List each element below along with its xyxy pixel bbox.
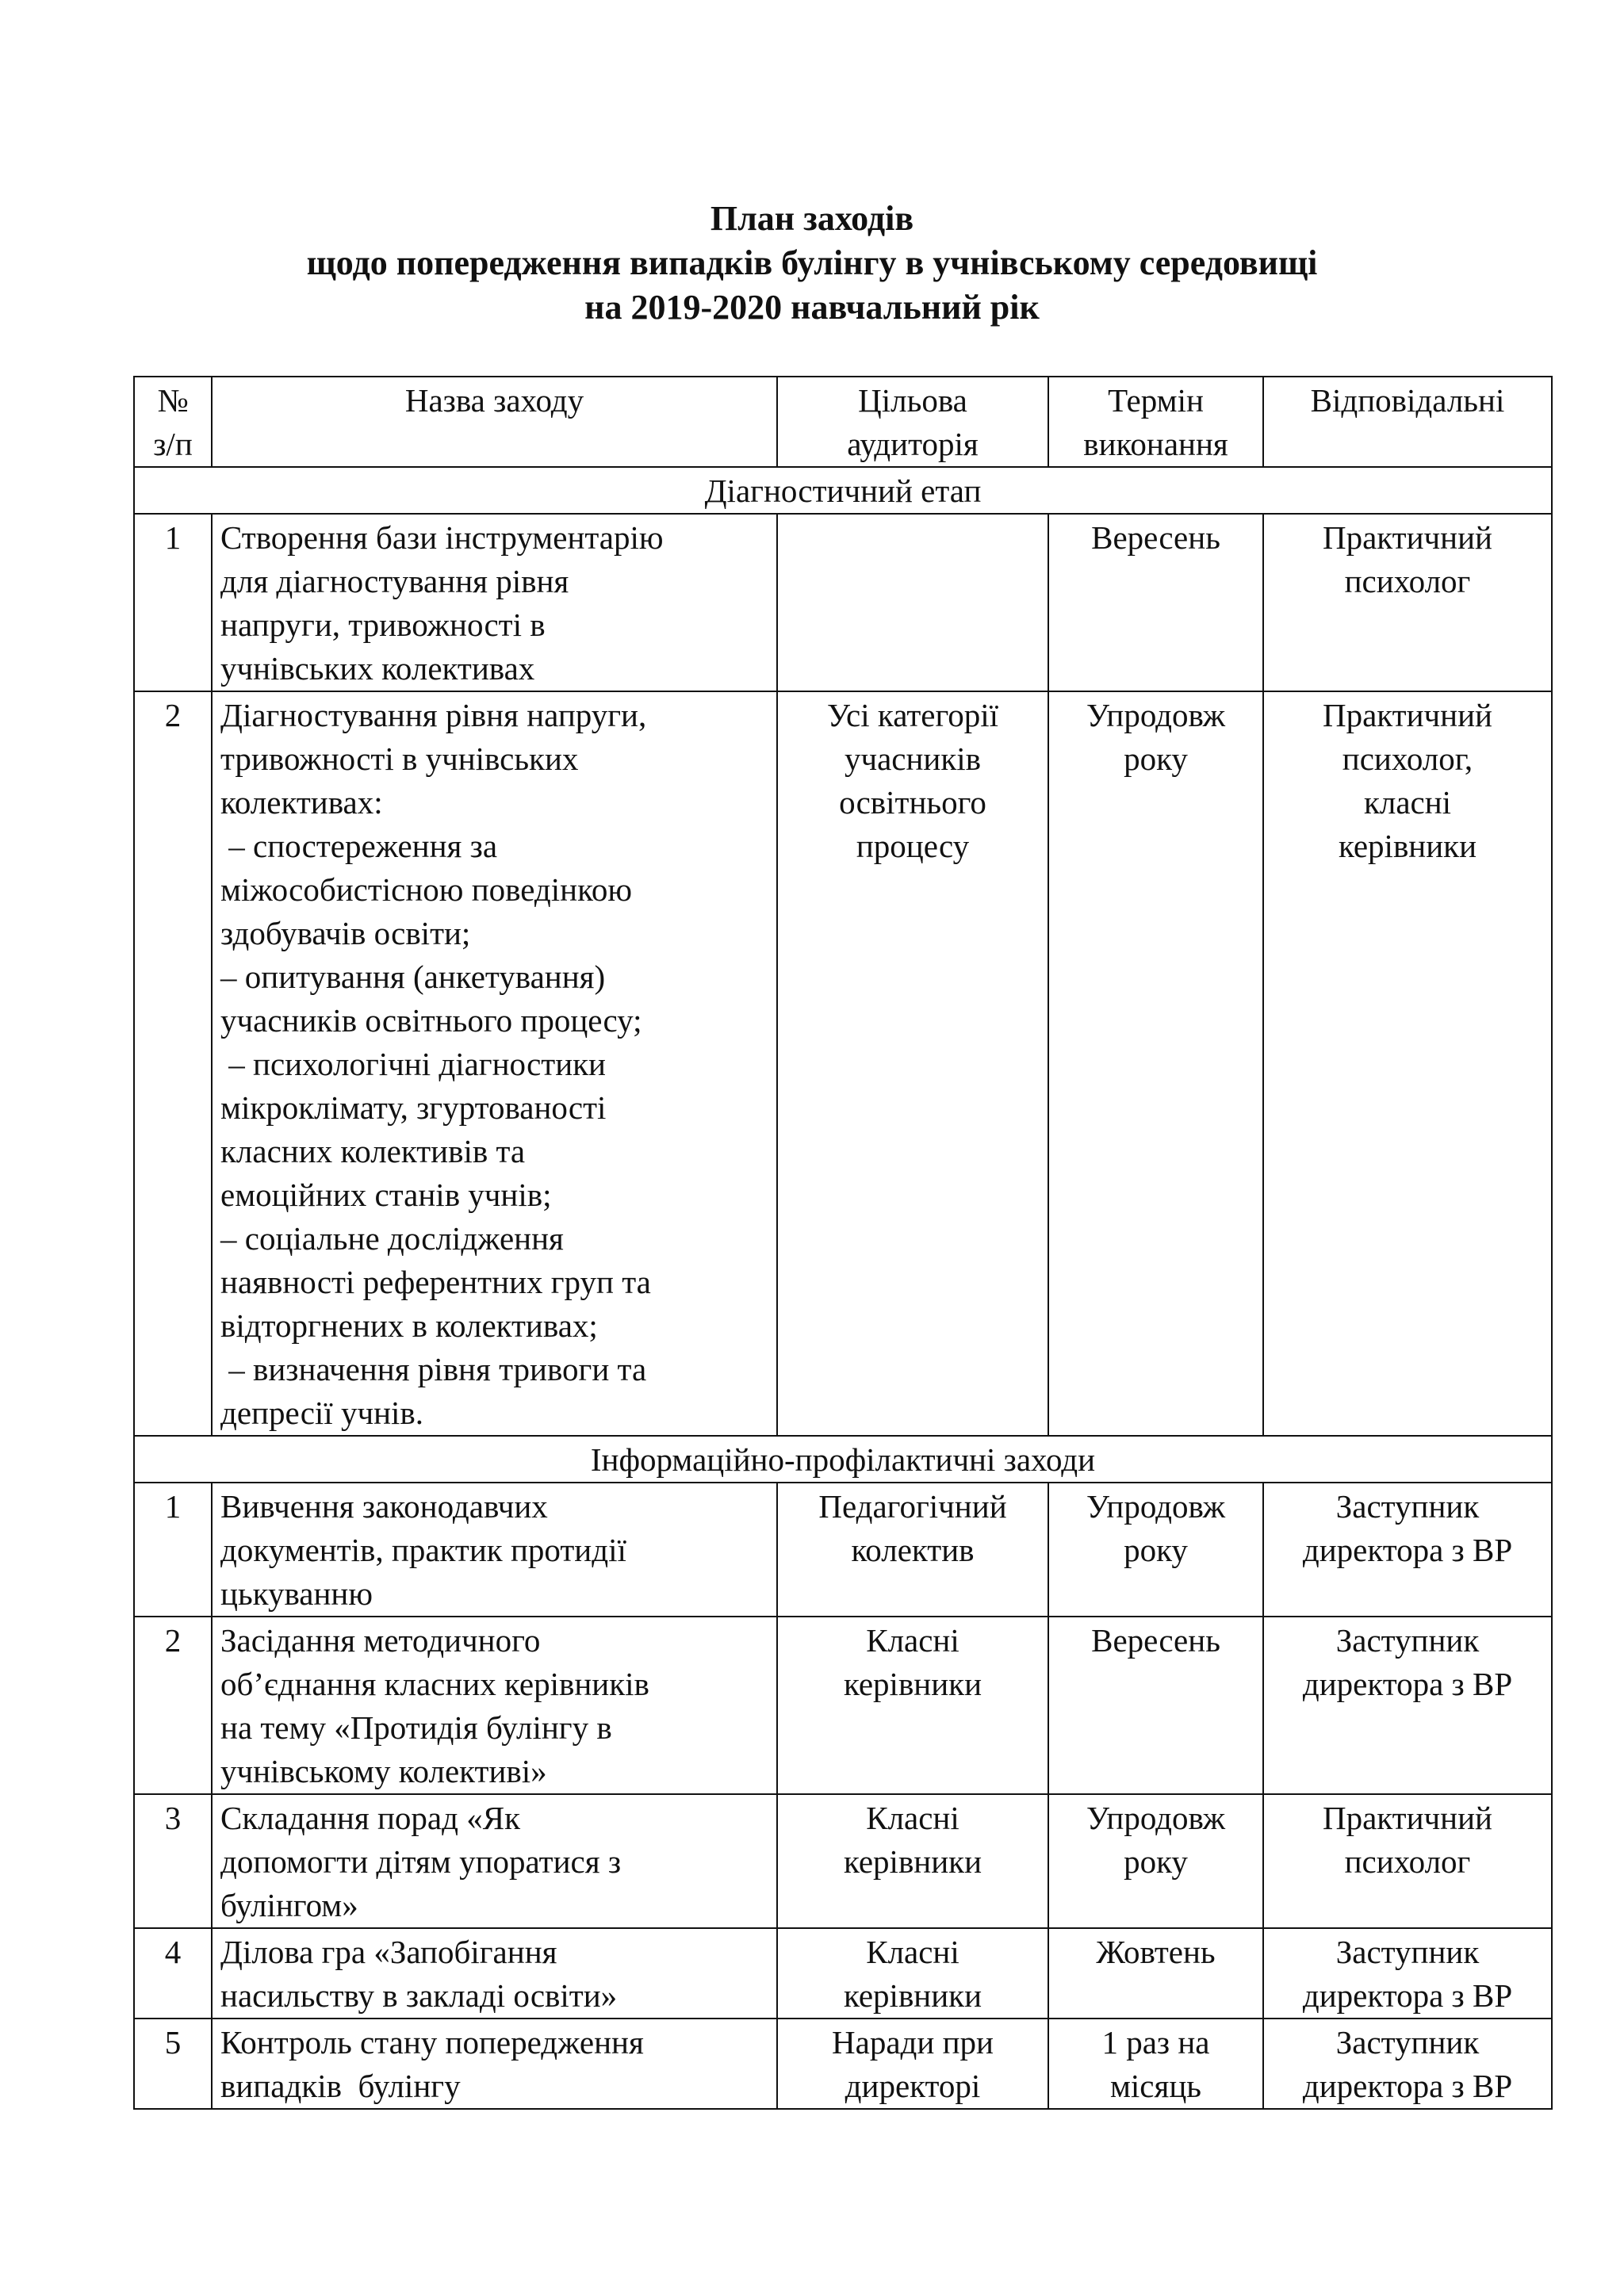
header-term (1048, 377, 1263, 467)
row-audience-line: учасників (844, 740, 982, 777)
row-number: 2 (134, 1617, 212, 1794)
row-audience-line: Педагогічний (818, 1488, 1007, 1525)
row-name-line: Складання порад «Як (220, 1800, 520, 1836)
row-number: 5 (134, 2019, 212, 2109)
row-name-line: наявності референтних груп та (220, 1264, 651, 1300)
row-name (212, 514, 777, 691)
row-term-line: Упродовж (1086, 1800, 1226, 1836)
header-term-line: Термін (1108, 382, 1204, 419)
row-name-line: міжособистісною поведінкою (220, 871, 633, 908)
plan-body (134, 467, 1552, 2109)
row-responsible-line: Заступник (1335, 1934, 1480, 1970)
row-name-line: учасників освітнього процесу; (220, 1002, 642, 1039)
row-name-line: на тему «Протидія булінгу в (220, 1709, 612, 1746)
row-term (1048, 1617, 1263, 1794)
row-name-line: Ділова гра «Запобігання (220, 1934, 557, 1970)
row-responsible-line: Заступник (1335, 1488, 1480, 1525)
row-term (1048, 1483, 1263, 1617)
row-name-line: документів, практик протидії (220, 1532, 626, 1568)
row-term-line: Упродовж (1086, 1488, 1226, 1525)
row-audience-line: Наради при (832, 2024, 994, 2061)
row-name (212, 1617, 777, 1794)
row-name-line: булінгом» (220, 1887, 358, 1923)
row-audience (777, 1928, 1048, 2019)
row-responsible (1263, 1617, 1552, 1794)
header-row (134, 377, 1552, 467)
row-audience-line: Класні (866, 1622, 959, 1659)
row-term (1048, 1928, 1263, 2019)
row-name-line: емоційних станів учнів; (220, 1177, 552, 1213)
row-number: 3 (134, 1794, 212, 1928)
row-responsible (1263, 1483, 1552, 1617)
row-audience-line: керівники (843, 1666, 982, 1702)
row-term-line: Вересень (1091, 1622, 1220, 1659)
row-audience-line: процесу (856, 828, 970, 864)
row-term-line: місяць (1109, 2068, 1202, 2104)
row-responsible-line: класні (1363, 784, 1452, 821)
row-name (212, 1928, 777, 2019)
row-name-line: – психологічні діагностики (220, 1046, 606, 1082)
row-name-line: об’єднання класних керівників (220, 1666, 649, 1702)
row-name-line: допомогти дітям упоратися з (220, 1843, 622, 1880)
row-name-line: учнівських колективах (220, 650, 535, 687)
plan-table (133, 376, 1553, 2110)
header-responsible: Відповідальні (1263, 377, 1552, 467)
row-name-line: Створення бази інструментарію (220, 519, 664, 556)
row-term-line: року (1124, 1532, 1188, 1568)
row-responsible-line: керівники (1338, 828, 1477, 864)
row-responsible-line: Практичний (1323, 519, 1492, 556)
row-responsible-line: директора з ВР (1302, 1532, 1513, 1568)
row-name-line: – соціальне дослідження (220, 1220, 564, 1257)
row-audience-line: керівники (843, 1977, 982, 2014)
row-term (1048, 1794, 1263, 1928)
row-name-line: Контроль стану попередження (220, 2024, 644, 2061)
row-responsible (1263, 514, 1552, 691)
row-responsible-line: Заступник (1335, 2024, 1480, 2061)
row-term-line: року (1124, 740, 1188, 777)
row-audience-line: Класні (866, 1800, 959, 1836)
section-title: Діагностичний етап (134, 467, 1552, 514)
row-audience-line: освітнього (839, 784, 986, 821)
row-responsible-line: психолог (1344, 563, 1471, 599)
row-responsible-line: психолог, (1342, 740, 1473, 777)
title-line-3: на 2019-2020 навчальний рік (584, 288, 1040, 327)
header-audience-line: аудиторія (847, 426, 979, 462)
section-title: Інформаційно-профілактичні заходи (134, 1436, 1552, 1483)
row-term-line: Вересень (1091, 519, 1220, 556)
row-name (212, 1794, 777, 1928)
row-responsible (1263, 2019, 1552, 2109)
row-responsible (1263, 1928, 1552, 2019)
row-name-line: – опитування (анкетування) (220, 959, 606, 995)
row-name-line: цькуванню (220, 1575, 373, 1612)
table-row (134, 1928, 1552, 2019)
row-responsible (1263, 691, 1552, 1436)
row-audience (777, 1794, 1048, 1928)
row-name-line: учнівському колективі» (220, 1753, 547, 1789)
row-term (1048, 691, 1263, 1436)
table-row (134, 514, 1552, 691)
table-row (134, 1483, 1552, 1617)
title-line-1: План заходів (710, 199, 914, 238)
header-audience (777, 377, 1048, 467)
title-line-2: щодо попередження випадків булінгу в учнівському середовищі (306, 243, 1318, 282)
row-responsible-line: психолог (1344, 1843, 1471, 1880)
row-name-line: Вивчення законодавчих (220, 1488, 548, 1525)
header-audience-line: Цільова (858, 382, 967, 419)
header-name: Назва заходу (212, 377, 777, 467)
row-name (212, 691, 777, 1436)
row-name-line: Засідання методичного (220, 1622, 541, 1659)
table-row (134, 1794, 1552, 1928)
row-name-line: – спостереження за (220, 828, 498, 864)
table-row (134, 691, 1552, 1436)
row-audience (777, 2019, 1048, 2109)
row-responsible-line: Заступник (1335, 1622, 1480, 1659)
row-audience-line: колектив (851, 1532, 975, 1568)
row-name-line: напруги, тривожності в (220, 607, 546, 643)
row-name-line: депресії учнів. (220, 1395, 424, 1431)
row-number: 2 (134, 691, 212, 1436)
row-responsible-line: директора з ВР (1302, 1977, 1513, 2014)
header-num-line: з/п (153, 426, 193, 462)
row-number: 4 (134, 1928, 212, 2019)
row-audience-line: Усі категорії (826, 697, 999, 733)
section-row (134, 1436, 1552, 1483)
row-name (212, 2019, 777, 2109)
section-row (134, 467, 1552, 514)
row-term-line: року (1124, 1843, 1188, 1880)
row-audience (777, 1617, 1048, 1794)
row-term (1048, 514, 1263, 691)
row-term-line: Жовтень (1096, 1934, 1216, 1970)
row-audience-line: директорі (845, 2068, 981, 2104)
row-name-line: класних колективів та (220, 1133, 526, 1169)
row-responsible-line: директора з ВР (1302, 2068, 1513, 2104)
row-name-line: Діагностування рівня напруги, (220, 697, 647, 733)
header-num (134, 377, 212, 467)
row-name (212, 1483, 777, 1617)
row-name-line: колективах: (220, 784, 383, 821)
row-name-line: тривожності в учнівських (220, 740, 579, 777)
row-name-line: відторгнених в колективах; (220, 1307, 598, 1344)
row-number: 1 (134, 514, 212, 691)
row-audience-line: керівники (843, 1843, 982, 1880)
row-name-line: – визначення рівня тривоги та (220, 1351, 647, 1387)
row-name-line: насильству в закладі освіти» (220, 1977, 618, 2014)
row-name-line: здобувачів освіти; (220, 915, 471, 951)
header-term-line: виконання (1083, 426, 1228, 462)
row-audience (777, 1483, 1048, 1617)
row-audience (777, 514, 1048, 691)
row-number: 1 (134, 1483, 212, 1617)
table-row (134, 2019, 1552, 2109)
row-responsible-line: директора з ВР (1302, 1666, 1513, 1702)
header-num-line: № (157, 382, 189, 419)
row-name-line: для діагностування рівня (220, 563, 569, 599)
row-audience (777, 691, 1048, 1436)
row-audience-line: Класні (866, 1934, 959, 1970)
row-responsible (1263, 1794, 1552, 1928)
row-term-line: Упродовж (1086, 697, 1226, 733)
row-term-line: 1 раз на (1101, 2024, 1210, 2061)
row-responsible-line: Практичний (1323, 697, 1492, 733)
row-term (1048, 2019, 1263, 2109)
row-responsible-line: Практичний (1323, 1800, 1492, 1836)
row-name-line: випадків булінгу (220, 2068, 461, 2104)
row-name-line: мікроклімату, згуртованості (220, 1089, 607, 1126)
table-row (134, 1617, 1552, 1794)
